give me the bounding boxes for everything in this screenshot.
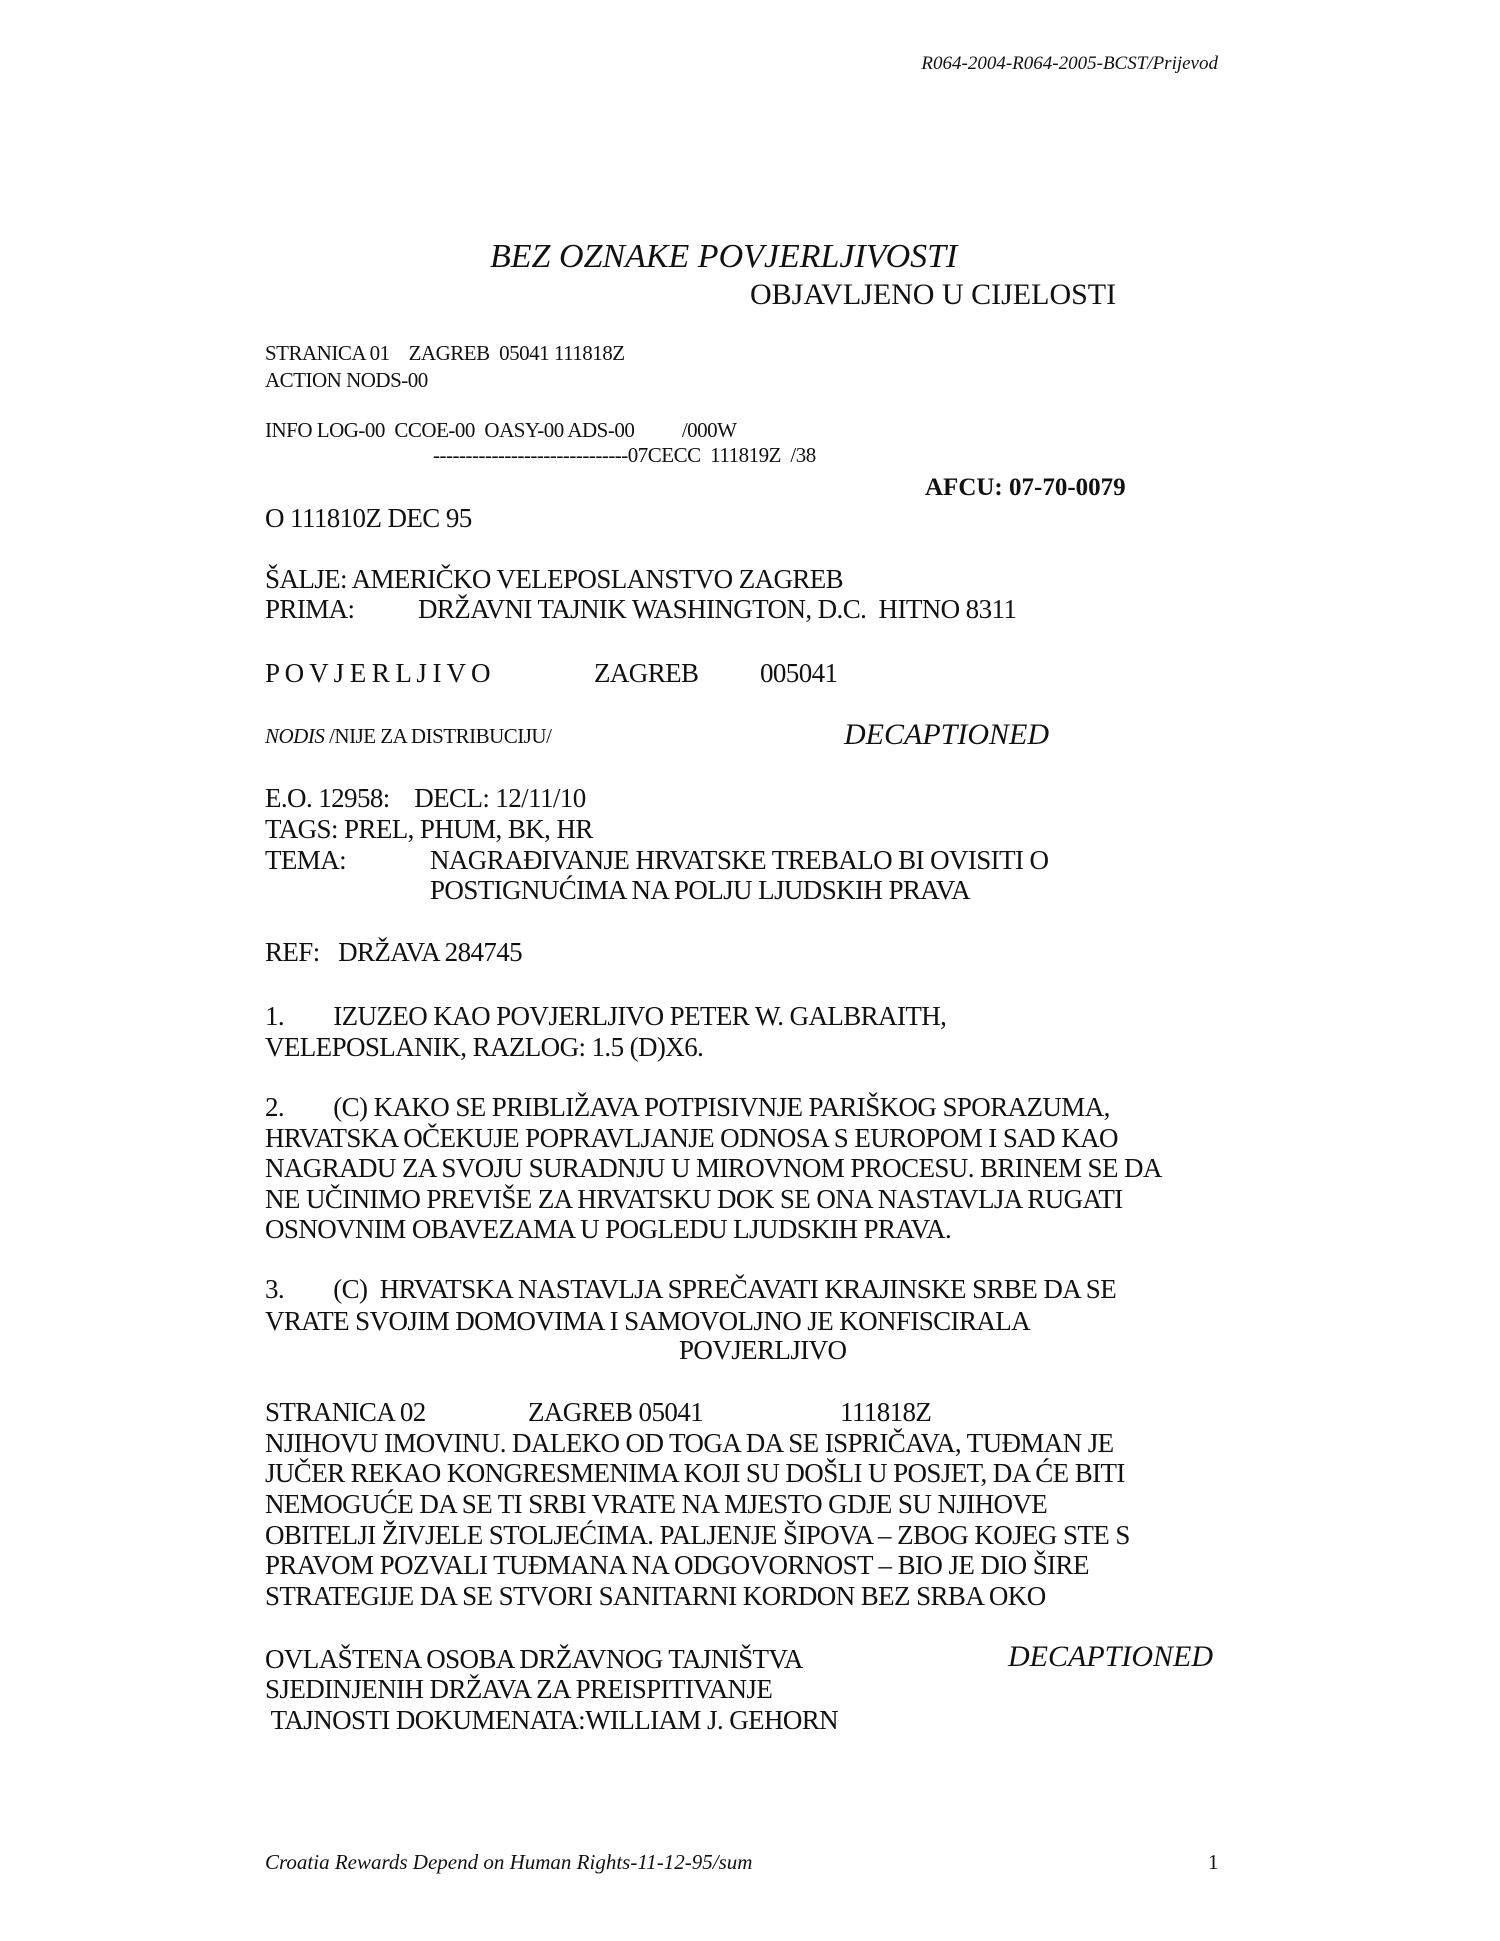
paragraph-3-line: 3. (C) HRVATSKA NASTAVLJA SPREČAVATI KRAJINSKE SRBE DA SE (265, 1274, 1117, 1304)
classification-number: 005041 (760, 658, 838, 688)
paragraph-2-line: OSNOVNIM OBAVEZAMA U POGLEDU LJUDSKIH PRAVA. (265, 1214, 952, 1244)
decaptioned-stamp: DECAPTIONED (844, 718, 1049, 751)
authority-line: OVLAŠTENA OSOBA DRŽAVNOG TAJNIŠTVA (265, 1644, 803, 1674)
routing-line: ACTION NODS-00 (265, 368, 428, 392)
page-classification: POVJERLJIVO (679, 1335, 847, 1365)
paragraph-4-line: JUČER REKAO KONGRESMENIMA KOJI SU DOŠLI U POSJET, DA ĆE BITI (265, 1458, 1125, 1488)
paragraph-2-line: NE UČINIMO PREVIŠE ZA HRVATSKU DOK SE ONA NASTAVLJA RUGATI (265, 1184, 1123, 1214)
nodis-text: /NIJE ZA DISTRIBUCIJU/ (324, 724, 552, 748)
paragraph-4-line: NEMOGUĆE DA SE TI SRBI VRATE NA MJESTO GDJE SU NJIHOVE (265, 1489, 1048, 1519)
sender: ŠALJE: AMERIČKO VELEPOSLANSTVO ZAGREB (265, 564, 844, 594)
classification-city: ZAGREB (594, 658, 699, 688)
routing-line: ------------------------------07CECC 111819Z /38 (433, 443, 816, 467)
classification-title: BEZ OZNAKE POVJERLJIVOSTI (490, 238, 958, 275)
release-status: OBJAVLJENO U CIJELOSTI (750, 278, 1117, 311)
classification-line: P O V J E R L J I V O (265, 658, 490, 688)
paragraph-1-line: 1. IZUZEO KAO POVJERLJIVO PETER W. GALBRAITH, (265, 1001, 947, 1031)
afcu-number: AFCU: 07-70-0079 (925, 474, 1126, 501)
page-2-header: STRANICA 02 (265, 1397, 426, 1427)
routing-line: INFO LOG-00 CCOE-00 OASY-00 ADS-00 /000W (265, 418, 737, 442)
tags-line: TAGS: PREL, PHUM, BK, HR (265, 814, 593, 844)
eo-line: E.O. 12958: DECL: 12/11/10 (265, 783, 586, 813)
nodis-label: NODIS (265, 724, 325, 748)
page-number: 1 (1208, 1850, 1219, 1874)
paragraph-2-line: NAGRADU ZA SVOJU SURADNJU U MIROVNOM PROCESU. BRINEM SE DA (265, 1153, 1162, 1183)
decaptioned-stamp: DECAPTIONED (1008, 1640, 1213, 1673)
document-reference: R064-2004-R064-2005-BCST/Prijevod (921, 53, 1218, 74)
subject-line: POSTIGNUĆIMA NA POLJU LJUDSKIH PRAVA (430, 875, 971, 905)
ref-line: REF: DRŽAVA 284745 (265, 937, 523, 967)
paragraph-4-line: STRATEGIJE DA SE STVORI SANITARNI KORDON BEZ SRBA OKO (265, 1581, 1046, 1611)
subject-line: NAGRAĐIVANJE HRVATSKE TREBALO BI OVISITI O (430, 845, 1049, 875)
dtg: O 111810Z DEC 95 (265, 503, 472, 533)
routing-line: STRANICA 01 ZAGREB 05041 111818Z (265, 341, 625, 365)
footer-title: Croatia Rewards Depend on Human Rights-11-12-95/sum (265, 1850, 753, 1874)
page-2-city: ZAGREB 05041 (528, 1397, 704, 1427)
paragraph-3-line: VRATE SVOJIM DOMOVIMA I SAMOVOLJNO JE KONFISCIRALA (265, 1306, 1031, 1336)
paragraph-1-line: VELEPOSLANIK, RAZLOG: 1.5 (D)X6. (265, 1032, 704, 1062)
recipient-label: PRIMA: (265, 594, 355, 624)
paragraph-2-line: 2. (C) KAKO SE PRIBLIŽAVA POTPISIVNJE PARIŠKOG SPORAZUMA, (265, 1092, 1110, 1122)
authority-line: SJEDINJENIH DRŽAVA ZA PREISPITIVANJE (265, 1674, 773, 1704)
paragraph-4-line: OBITELJI ŽIVJELE STOLJEĆIMA. PALJENJE ŠIPOVA – ZBOG KOJEG STE S (265, 1520, 1130, 1550)
nodis-line (265, 726, 551, 747)
paragraph-4-line: NJIHOVU IMOVINU. DALEKO OD TOGA DA SE ISPRIČAVA, TUĐMAN JE (265, 1428, 1114, 1458)
authority-line: TAJNOSTI DOKUMENATA:WILLIAM J. GEHORN (265, 1705, 839, 1735)
recipient: DRŽAVNI TAJNIK WASHINGTON, D.C. HITNO 8311 (418, 594, 1017, 624)
page-2-time: 111818Z (840, 1397, 932, 1427)
subject-label: TEMA: (265, 845, 346, 875)
paragraph-4-line: PRAVOM POZVALI TUĐMANA NA ODGOVORNOST – BIO JE DIO ŠIRE (265, 1550, 1089, 1580)
paragraph-2-line: HRVATSKA OČEKUJE POPRAVLJANJE ODNOSA S EUROPOM I SAD KAO (265, 1123, 1118, 1153)
